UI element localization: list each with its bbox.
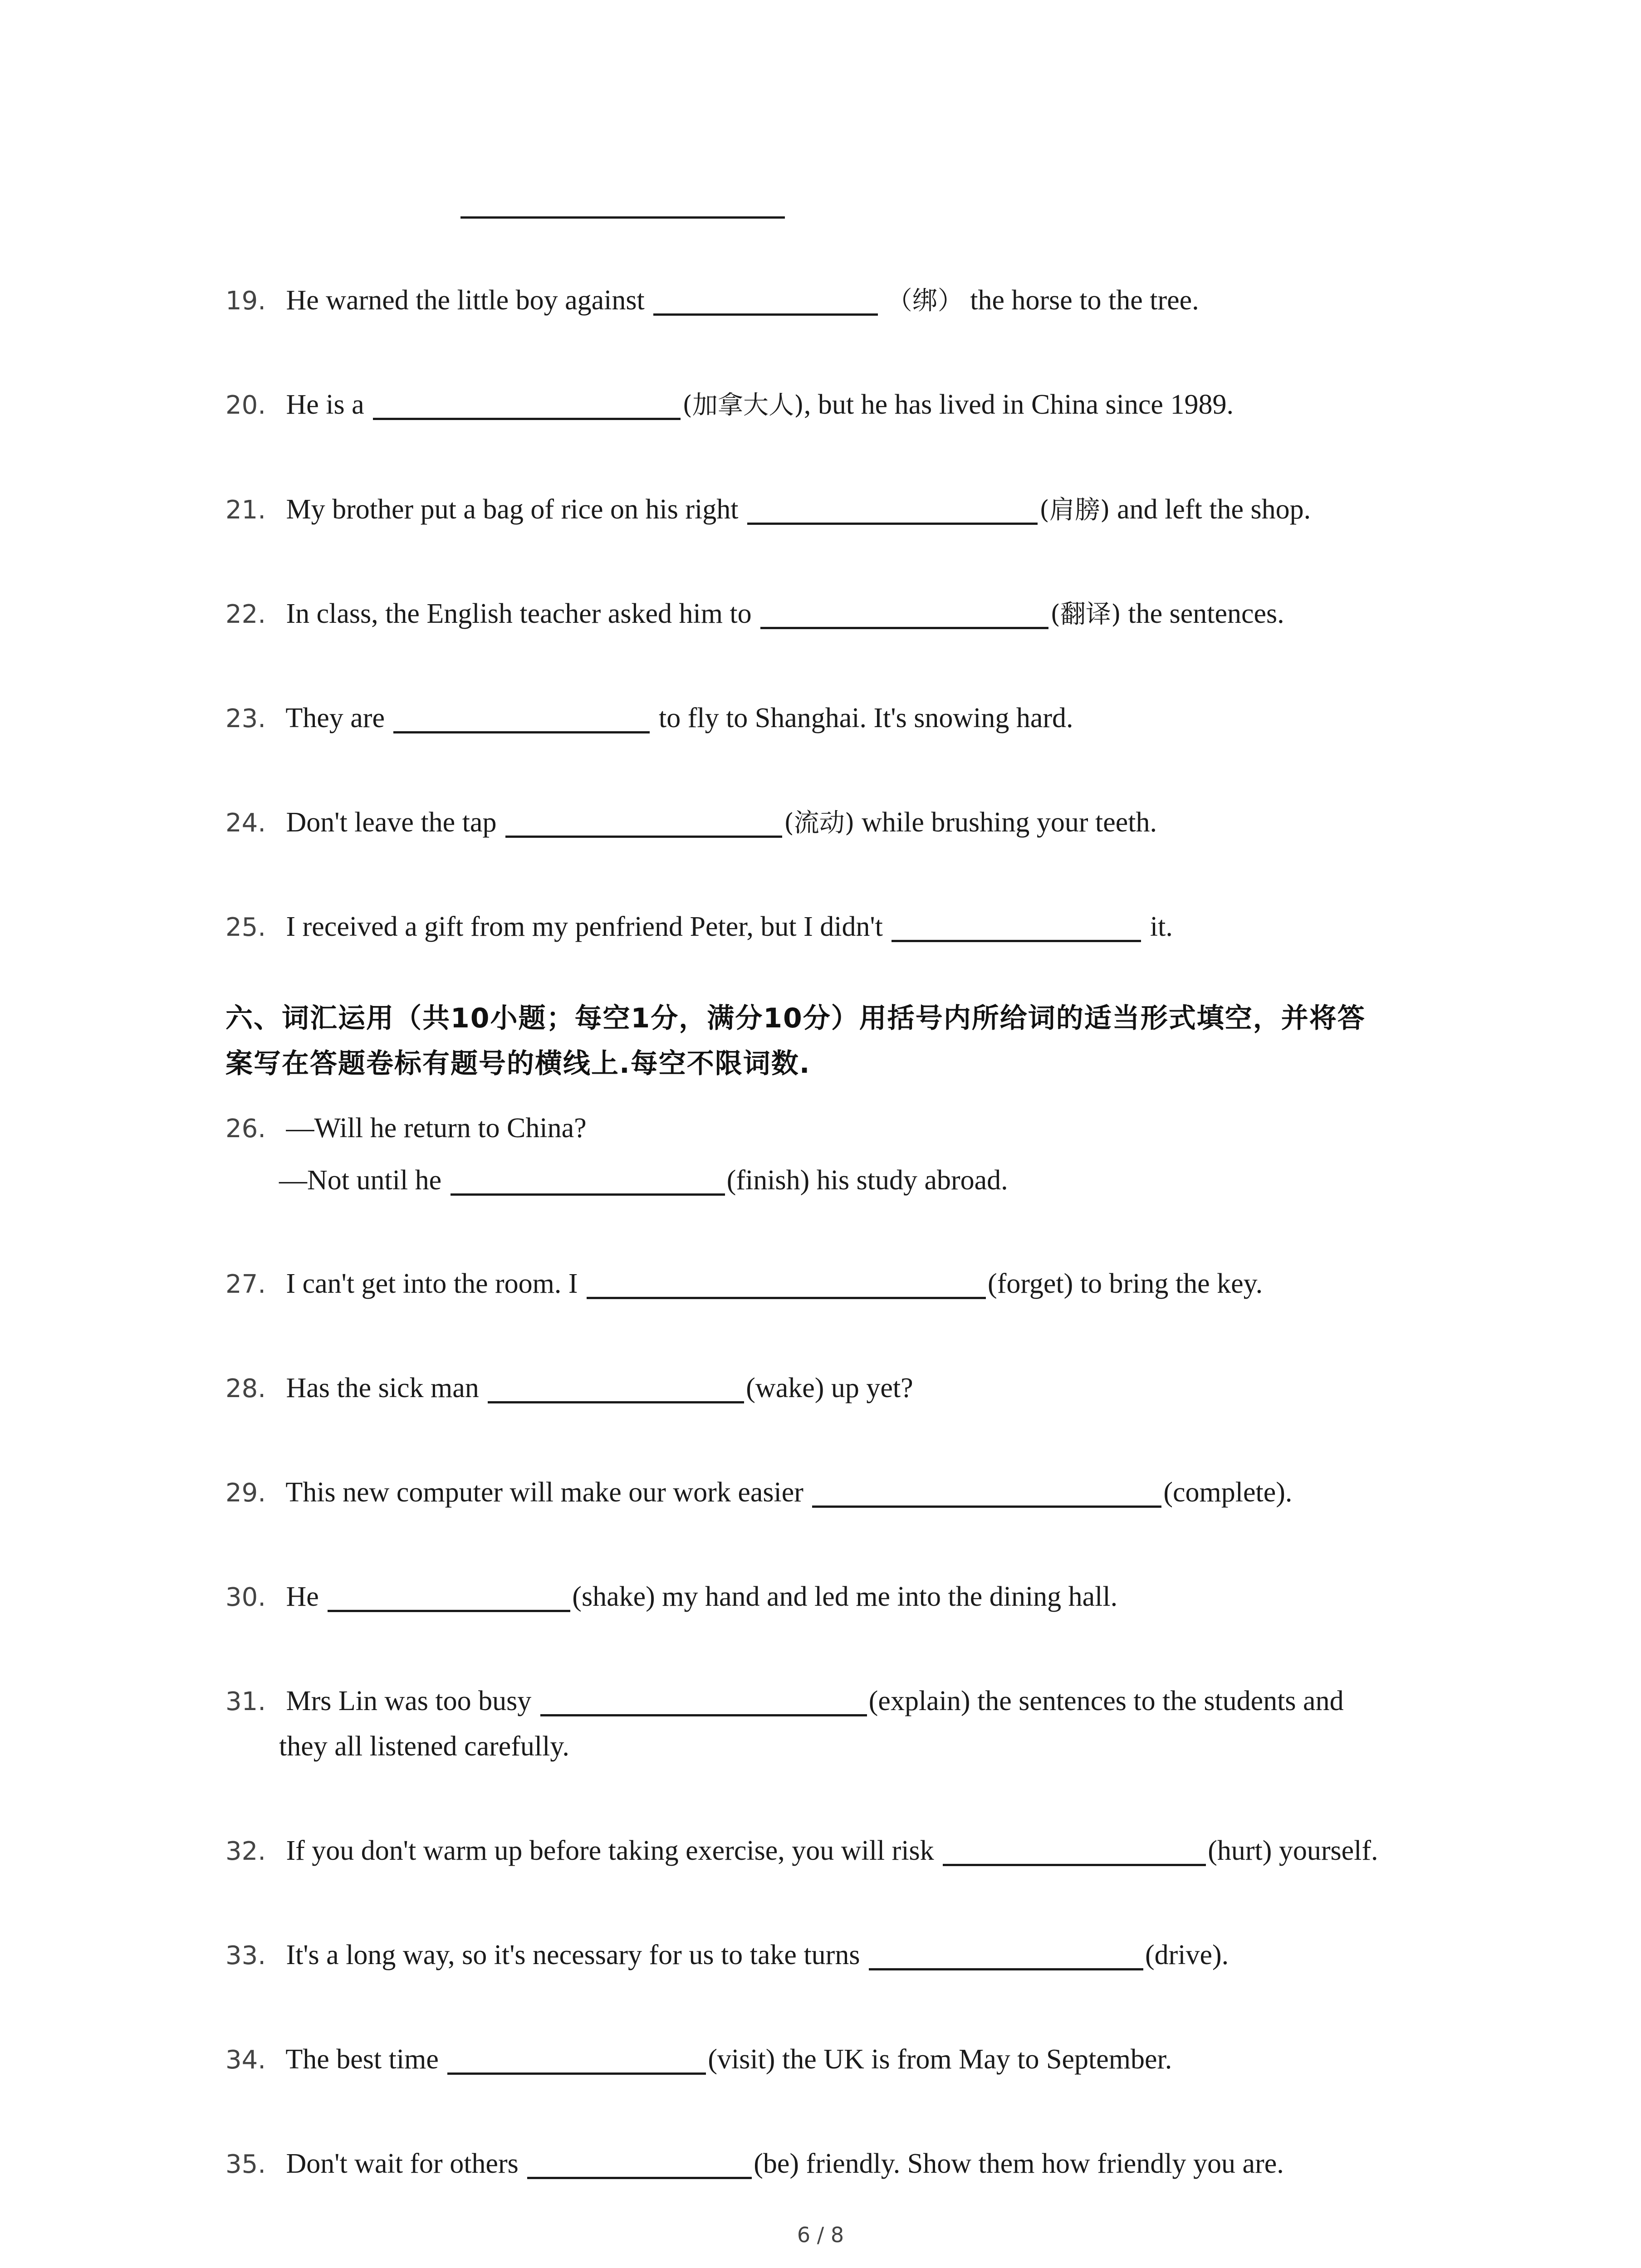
question-25 — [225, 904, 1478, 950]
page-number: 6 / 8 — [797, 2223, 844, 2247]
answer-blank[interactable] — [447, 2044, 706, 2075]
question-text: —Will he return to China? — [286, 1113, 587, 1144]
answer-blank[interactable] — [505, 807, 782, 838]
question-text-after: , but he has lived in China since 1989. — [803, 389, 1234, 420]
question-text-after: while brushing your teeth. — [862, 807, 1157, 838]
hint-text: （绑） — [887, 286, 963, 316]
question-text: If you don't warm up before taking exercise, you will risk — [286, 1835, 934, 1866]
answer-blank[interactable] — [540, 1686, 867, 1716]
question-22 — [225, 591, 1478, 637]
answer-blank[interactable] — [373, 390, 681, 420]
question-number: 25. — [225, 913, 266, 942]
question-text-after: the UK is from May to September. — [782, 2044, 1172, 2075]
hint-text: (finish) — [726, 1165, 810, 1196]
answer-blank[interactable] — [527, 2149, 752, 2179]
hint-text: (翻译) — [1050, 600, 1121, 629]
question-text: I can't get into the room. I — [286, 1268, 578, 1299]
answer-blank[interactable] — [328, 1582, 570, 1612]
question-text-after: it. — [1150, 911, 1173, 942]
question-text: He — [286, 1581, 319, 1612]
question-number: 23. — [225, 704, 266, 733]
question-24 — [225, 800, 1478, 846]
question-text: Has the sick man — [286, 1373, 479, 1403]
question-number: 27. — [225, 1270, 266, 1299]
answer-blank[interactable] — [587, 1269, 986, 1299]
question-31-continued — [279, 1724, 569, 1769]
question-number: 31. — [225, 1687, 266, 1716]
question-text: they all listened carefully. — [279, 1731, 569, 1762]
question-21 — [225, 487, 1478, 533]
question-text: Don't leave the tap — [286, 807, 497, 838]
section-heading-line1: 六、词汇运用（共10小题；每空1分，满分10分）用括号内所给词的适当形式填空，并将答 — [225, 1002, 1366, 1034]
hint-text: (be) — [754, 2148, 799, 2179]
question-text: Don't wait for others — [286, 2148, 519, 2179]
question-text: He is a — [286, 389, 364, 420]
question-text: I received a gift from my penfriend Peter, but I didn't — [286, 911, 883, 942]
question-number: 21. — [225, 495, 266, 525]
question-26 — [225, 1105, 1478, 1152]
question-text-after: and left the shop. — [1117, 494, 1311, 525]
section-heading-line2: 案写在答题卷标有题号的横线上.每空不限词数. — [225, 1048, 811, 1080]
question-text: The best time — [285, 2044, 439, 2075]
question-34 — [225, 2037, 1478, 2083]
question-29 — [225, 1470, 1478, 1516]
question-text: My brother put a bag of rice on his right — [286, 494, 739, 525]
hint-text: (wake) — [746, 1373, 824, 1403]
question-31 — [225, 1678, 1478, 1725]
question-text-after: my hand and led me into the dining hall. — [662, 1581, 1118, 1612]
question-28 — [225, 1365, 1478, 1412]
question-26-reply — [279, 1158, 1008, 1203]
answer-blank[interactable] — [869, 1940, 1143, 1970]
question-32 — [225, 1828, 1478, 1874]
question-text: He warned the little boy against — [286, 285, 645, 316]
answer-blank[interactable] — [393, 703, 650, 733]
question-number: 24. — [225, 808, 266, 838]
answer-blank[interactable] — [943, 1836, 1206, 1866]
question-text-after: friendly. Show them how friendly you are. — [806, 2148, 1284, 2179]
answer-blank[interactable] — [760, 599, 1048, 629]
answer-blank[interactable] — [812, 1477, 1161, 1508]
question-text: They are — [285, 703, 385, 733]
question-27 — [225, 1261, 1478, 1307]
question-text-after: the horse to the tree. — [970, 285, 1199, 316]
hint-text: (forget) — [988, 1268, 1073, 1299]
hint-text: (visit) — [708, 2044, 775, 2075]
answer-blank[interactable] — [451, 1165, 725, 1196]
question-text-after: yourself. — [1279, 1835, 1378, 1866]
question-19 — [225, 278, 1478, 324]
hint-text: (shake) — [572, 1581, 655, 1612]
question-33 — [225, 1932, 1478, 1979]
question-text-after: up yet? — [831, 1373, 913, 1403]
question-text: —Not until he — [279, 1165, 442, 1196]
hint-text: (drive). — [1145, 1940, 1229, 1970]
answer-blank[interactable] — [488, 1373, 744, 1403]
question-text-after: the sentences. — [1128, 598, 1284, 629]
question-number: 34. — [225, 2045, 266, 2075]
answer-blank-continued[interactable] — [460, 216, 785, 219]
question-20 — [225, 382, 1478, 428]
question-number: 19. — [225, 286, 266, 316]
question-text-after: the sentences to the students and — [977, 1686, 1344, 1716]
answer-blank[interactable] — [892, 912, 1141, 942]
answer-blank[interactable] — [747, 494, 1038, 525]
question-text-after: to bring the key. — [1080, 1268, 1263, 1299]
hint-text: (流动) — [784, 808, 855, 838]
question-text: This new computer will make our work easier — [285, 1477, 803, 1508]
section-heading — [225, 996, 1450, 1086]
question-30 — [225, 1574, 1478, 1620]
hint-text: (加拿大人) — [682, 391, 804, 420]
hint-text: (hurt) — [1208, 1835, 1272, 1866]
question-text-after: his study abroad. — [816, 1165, 1008, 1196]
question-text: In class, the English teacher asked him to — [286, 598, 752, 629]
hint-text: (complete). — [1163, 1477, 1293, 1508]
hint-text: (explain) — [868, 1686, 970, 1716]
question-number: 28. — [225, 1374, 266, 1403]
question-text-after: to fly to Shanghai. It's snowing hard. — [658, 703, 1073, 733]
question-number: 26. — [225, 1114, 266, 1144]
question-35 — [225, 2141, 1478, 2187]
question-text: Mrs Lin was too busy — [286, 1686, 532, 1716]
question-number: 22. — [225, 600, 266, 629]
question-text: It's a long way, so it's necessary for us to take turns — [286, 1940, 860, 1970]
question-number: 35. — [225, 2150, 266, 2179]
question-number: 32. — [225, 1837, 266, 1866]
question-number: 30. — [225, 1583, 266, 1612]
question-23 — [225, 695, 1478, 742]
answer-blank[interactable] — [653, 285, 878, 316]
question-number: 29. — [225, 1478, 266, 1508]
question-number: 33. — [225, 1941, 266, 1970]
hint-text: (肩膀) — [1039, 495, 1110, 525]
question-number: 20. — [225, 391, 266, 420]
